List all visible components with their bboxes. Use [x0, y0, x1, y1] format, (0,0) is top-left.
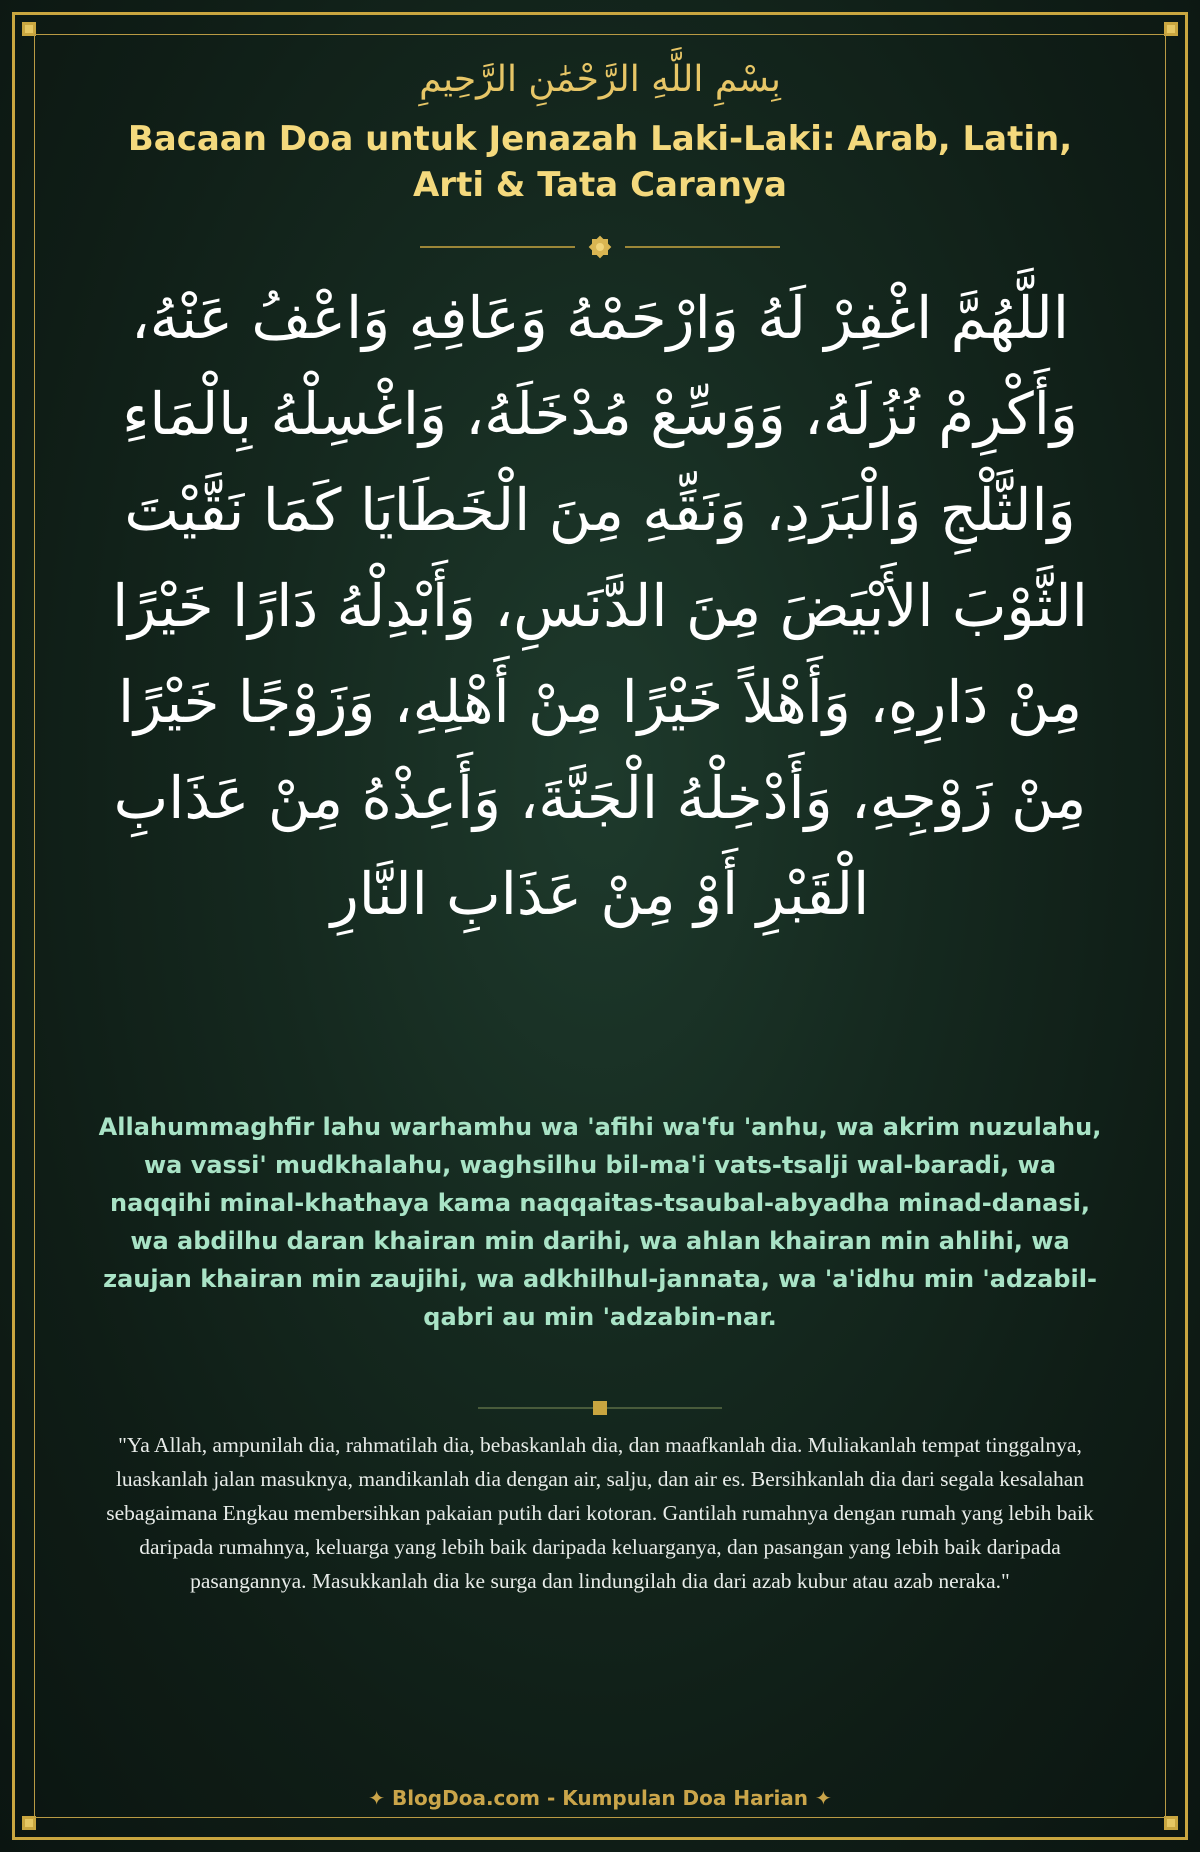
indonesian-translation: "Ya Allah, ampunilah dia, rahmatilah dia, bebaskanlah dia, dan maafkanlah dia. Muliakanlah tempat tinggalnya, luaskanlah jalan masuknya, mandikanlah dia dengan air, salju, dan air es. Bersihkanlah dia dari segala kesalahan sebagaimana Engkau membersihkan pakaian putih dari kotoran. Gantilah rumahnya dengan rumah yang lebih baik daripada rumahnya, keluarga yang lebih baik daripada keluarganya, dan pasangan yang lebih baik daripada pasangannya. Masukkanlah dia ke surga dan lindungilah dia dari azab kubur atau azab neraka." [106, 1433, 1094, 1593]
page-title: Bacaan Doa untuk Jenazah Laki-Laki: Arab, Latin, Arti & Tata Caranya [127, 119, 1073, 205]
bismillah-heading: بِسْمِ اللَّهِ الرَّحْمَٰنِ الرَّحِيمِ [419, 59, 781, 100]
diamond-divider-icon [478, 1398, 722, 1418]
footer-credit: ✦ BlogDoa.com - Kumpulan Doa Harian ✦ [368, 1786, 832, 1810]
star-divider-icon [420, 232, 780, 262]
latin-transliteration: Allahummaghfir lahu warhamhu wa 'afihi wa'fu 'anhu, wa akrim nuzulahu, wa vassi' mudkhalahu, waghsilhu bil-ma'i vats-tsalji wal-baradi, wa naqqihi minal-khathaya kama naqqaitas-tsaubal-abyadha minad-danasi, wa abdilhu daran khairan min darihi, wa ahlan khairan min ahlihi, wa zaujan khairan min zaujihi, wa adkhilhul-jannata, wa 'a'idhu min 'adzabil-qabri au min 'adzabin-nar. [98, 1113, 1102, 1331]
arabic-prayer-text: اللَّهُمَّ اغْفِرْ لَهُ وَارْحَمْهُ وَعَافِهِ وَاعْفُ عَنْهُ، وَأَكْرِمْ نُزُلَهُ، وَوَسِّعْ مُدْخَلَهُ، وَاغْسِلْهُ بِالْمَاءِ وَالثَّلْجِ وَالْبَرَدِ، وَنَقِّهِ مِنَ الْخَطَايَا كَمَا نَقَّيْتَ الثَّوْبَ الأَبْيَضَ مِنَ الدَّنَسِ، وَأَبْدِلْهُ دَارًا خَيْرًا مِنْ دَارِهِ، وَأَهْلاً خَيْرًا مِنْ أَهْلِهِ، وَزَوْجًا خَيْرًا مِنْ زَوْجِهِ، وَأَدْخِلْهُ الْجَنَّةَ، وَأَعِذْهُ مِنْ عَذَابِ الْقَبْرِ أَوْ مِنْ عَذَابِ النَّارِ [112, 284, 1088, 928]
